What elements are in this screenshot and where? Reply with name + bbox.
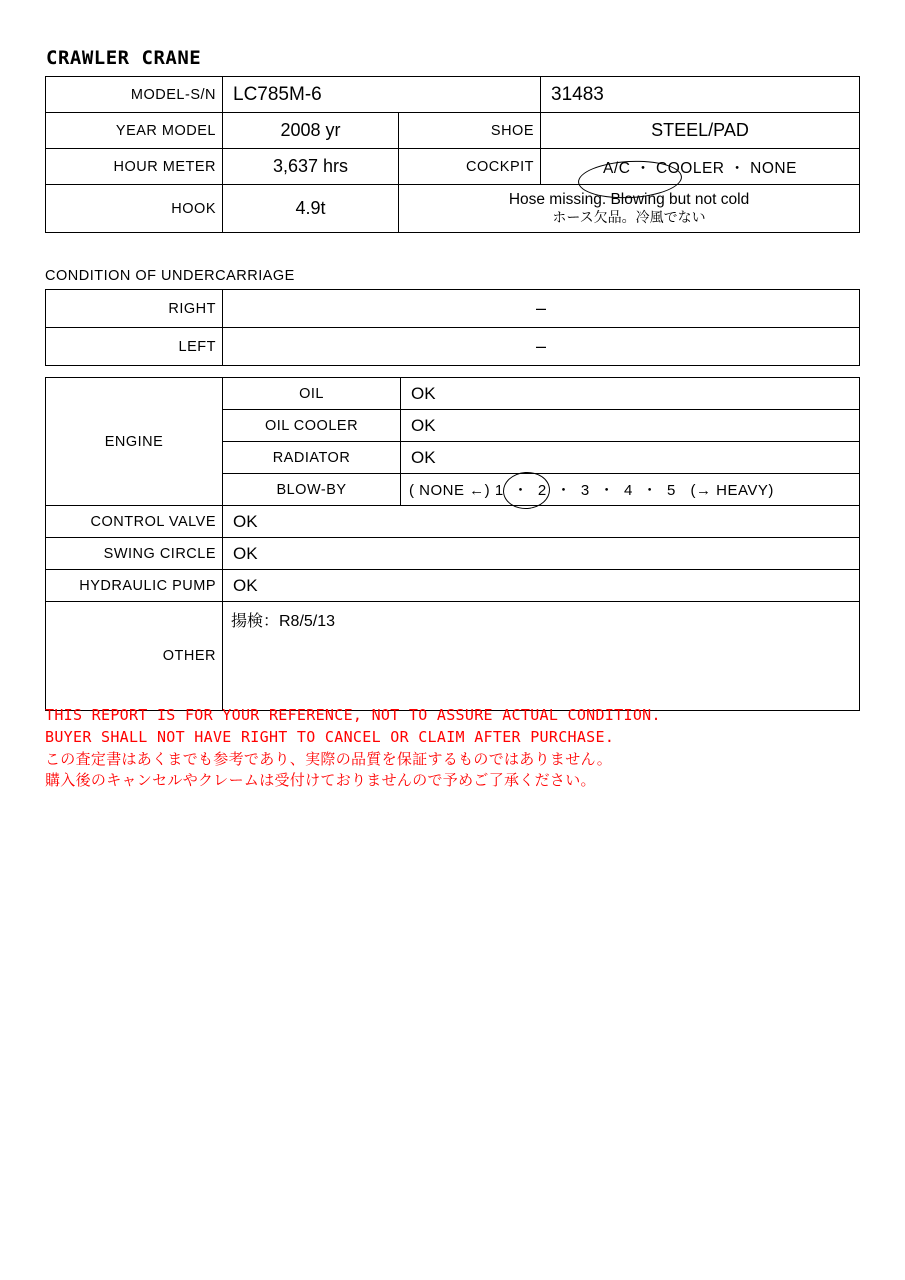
control-valve-label: CONTROL VALVE (46, 506, 223, 538)
table-row (46, 602, 860, 711)
other-label: OTHER (46, 602, 223, 711)
undercarriage-caption: CONDITION OF UNDERCARRIAGE (45, 268, 295, 284)
blowby-value-5: 5 (666, 482, 676, 499)
table-row (46, 149, 860, 185)
undercarriage-right-label: RIGHT (46, 290, 223, 328)
disclaimer-line-3: この査定書はあくまでも参考であり、実際の品質を保証するものではありません。 (45, 750, 613, 768)
year-model-label: YEAR MODEL (46, 113, 223, 149)
separator-dot: ・ (637, 482, 663, 499)
hook-label: HOOK (46, 185, 223, 233)
table-row (46, 378, 860, 410)
undercarriage-left-value: – (223, 328, 860, 366)
separator-dot: ・ (508, 482, 534, 499)
undercarriage-left-label: LEFT (46, 328, 223, 366)
hour-meter-label: HOUR METER (46, 149, 223, 185)
table-row (46, 506, 860, 538)
shoe-value: STEEL/PAD (541, 113, 860, 149)
other-value: 揚検：R8/5/13 (223, 602, 860, 711)
page-title: CRAWLER CRANE (46, 47, 202, 69)
blowby-scale (401, 474, 860, 506)
disclaimer-line-1: THIS REPORT IS FOR YOUR REFERENCE, NOT TO ASSURE ACTUAL CONDITION. (45, 706, 661, 724)
cockpit-option-ac: A/C (603, 159, 631, 177)
separator-dot: ・ (551, 482, 577, 499)
engine-radiator-label: RADIATOR (223, 442, 401, 474)
table-row (46, 328, 860, 366)
hydraulic-pump-label: HYDRAULIC PUMP (46, 570, 223, 602)
shoe-label: SHOE (399, 113, 541, 149)
swing-circle-value: OK (223, 538, 860, 570)
undercarriage-table (45, 289, 860, 366)
disclaimer-line-4: 購入後のキャンセルやクレームは受付けておりませんので予めご了承ください。 (45, 772, 596, 790)
cockpit-options (541, 149, 860, 185)
separator-dot: ・ (594, 482, 620, 499)
blowby-suffix: (→ HEAVY) (690, 482, 774, 499)
hook-note-jp: ホース欠品。冷風でない (552, 209, 706, 226)
model-sn-label: MODEL-S/N (46, 77, 223, 113)
model-sn-value: LC785M-6 (223, 77, 541, 113)
engine-oil-label: OIL (223, 378, 401, 410)
cockpit-option-none: NONE (750, 159, 797, 177)
table-row (46, 185, 860, 233)
disclaimer-line-2: BUYER SHALL NOT HAVE RIGHT TO CANCEL OR CLAIM AFTER PURCHASE. (45, 727, 615, 746)
undercarriage-right-value: – (223, 290, 860, 328)
engine-label: ENGINE (46, 378, 223, 506)
table-row (46, 77, 860, 113)
table-row (46, 570, 860, 602)
machine-header-table (45, 76, 860, 233)
table-row (46, 538, 860, 570)
blowby-label: BLOW-BY (223, 474, 401, 506)
engine-oil-value: OK (401, 378, 860, 410)
table-row (46, 290, 860, 328)
engine-oil-cooler-label: OIL COOLER (223, 410, 401, 442)
blowby-value-3: 3 (580, 482, 590, 499)
inspection-table (45, 377, 860, 711)
hydraulic-pump-value: OK (223, 570, 860, 602)
engine-radiator-value: OK (401, 442, 860, 474)
blowby-value-1: 1 (494, 482, 504, 499)
control-valve-value: OK (223, 506, 860, 538)
cockpit-label: COCKPIT (399, 149, 541, 185)
separator-dot: ・ (729, 159, 746, 177)
hook-note-en: Hose missing. Blowing but not cold (508, 191, 750, 209)
blowby-value-2: 2 (537, 482, 547, 499)
hook-note (399, 185, 860, 233)
cockpit-option-cooler: COOLER (656, 159, 725, 177)
swing-circle-label: SWING CIRCLE (46, 538, 223, 570)
disclaimer (45, 705, 661, 792)
serial-value: 31483 (541, 77, 860, 113)
engine-oil-cooler-value: OK (401, 410, 860, 442)
hour-meter-value: 3,637 hrs (223, 149, 399, 185)
hook-value: 4.9t (223, 185, 399, 233)
blowby-value-4: 4 (623, 482, 633, 499)
year-model-value: 2008 yr (223, 113, 399, 149)
table-row (46, 113, 860, 149)
blowby-prefix: ( NONE ←) (409, 482, 491, 499)
separator-dot: ・ (635, 159, 652, 177)
